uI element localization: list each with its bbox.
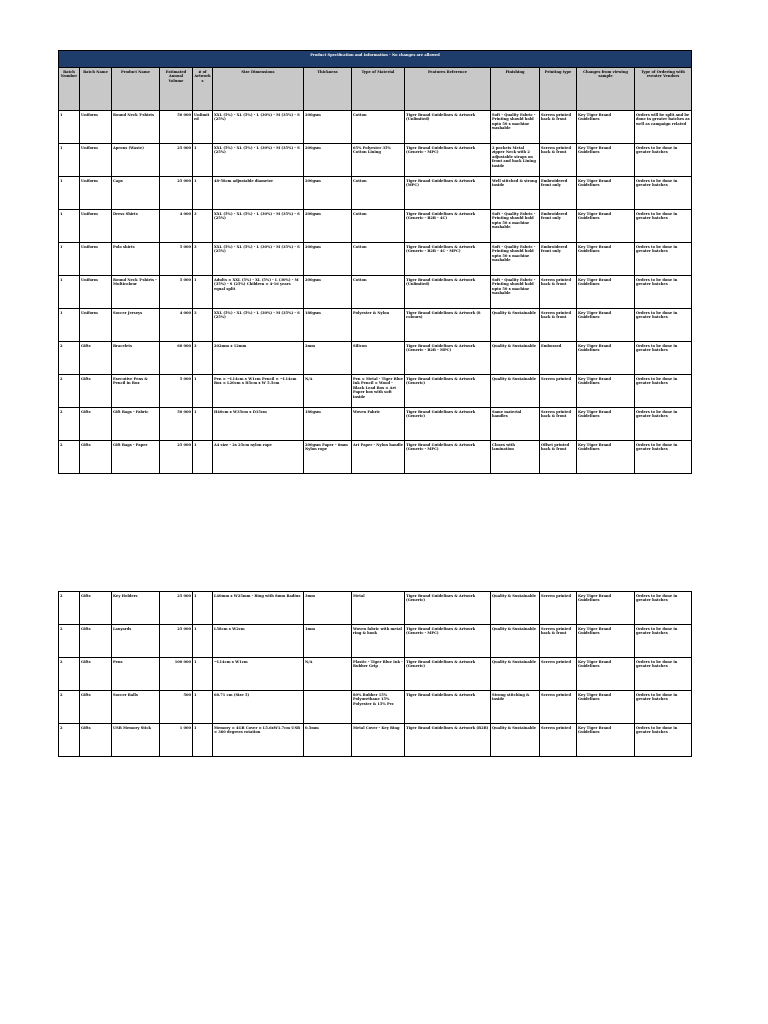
table-cell: Round Neck T-shirts (112, 111, 160, 144)
table-cell: Bracelets (112, 342, 160, 375)
table-cell: 2 (59, 342, 80, 375)
table-cell: 2 (59, 724, 80, 757)
table-cell: Tiger Brand Guidelines & Artwork (Generic - MPC) (405, 625, 491, 658)
table-cell: Orders to be done in greater batches (635, 441, 692, 474)
table-cell: Pen = ~L14cm x W1cm Pencil = ~L14cm Box = L20cm x H5cm x W 5.5cm (213, 375, 304, 408)
column-header: # of Artworks (193, 68, 213, 111)
table-cell: Tiger Brand Guidelines & Artwork (Generic) (405, 375, 491, 408)
table-cell: Gifts (80, 408, 112, 441)
table-cell: 65% Polyester 35% Cotton Lining (352, 144, 405, 177)
table-cell: Quality & Sustainable (491, 625, 540, 658)
table-cell: Tiger Brand Guidelines & Artwork (Generic - MPC) (405, 144, 491, 177)
product-spec-table (58, 50, 692, 474)
table-cell: Key Tiger Brand Guidelines (577, 111, 635, 144)
table-cell: Soccer Balls (112, 691, 160, 724)
table-cell: Tiger Brand Guidelines & Artwork (Generic - B2B - MPC) (405, 342, 491, 375)
table-cell: Orders to be done in greater batches (635, 309, 692, 342)
table-cell: Gift Bags - Fabric (112, 408, 160, 441)
table-cell: 1 (193, 441, 213, 474)
table-cell: Screen printed (540, 375, 577, 408)
table-row (59, 408, 692, 441)
table-cell: 1 (59, 276, 80, 309)
table-cell: 200gsm Paper - 6mm Nylon rope (304, 441, 352, 474)
table-cell: 1 (59, 144, 80, 177)
table-cell: 80% Rubber 15% Polyurethane 15% Polyester & 15% Pvc (352, 691, 405, 724)
table-cell: Key Tiger Brand Guidelines (577, 408, 635, 441)
table-cell: Orders to be done in greater batches (635, 592, 692, 625)
table-body-batch-1 (59, 111, 692, 474)
table-cell: Key Tiger Brand Guidelines (577, 691, 635, 724)
table-cell: Cotton (352, 111, 405, 144)
table-cell: Polo shirts (112, 243, 160, 276)
table-cell: Pen = Metal - Tiger Blue Ink Pencil = Wood - Black Lead Box = Art Paper box with soft inside (352, 375, 405, 408)
table-cell: Uniform (80, 111, 112, 144)
table-cell: Embroidered front only (540, 177, 577, 210)
table-cell: Orders to be done in greater batches (635, 210, 692, 243)
table-cell: Soft - Quality Fabric - Printing should hold upto 50 x machine washable (491, 111, 540, 144)
table-cell: Soft - Quality Fabric - Printing should hold upto 50 x machine washable (491, 276, 540, 309)
table-cell: Quality & Sustainable (491, 724, 540, 757)
table-cell: Caps (112, 177, 160, 210)
column-header: Estimated Annual Volume (160, 68, 193, 111)
table-cell: 2 (59, 408, 80, 441)
table-cell: Quality & Sustainable (491, 342, 540, 375)
table-cell: XXL (5%) - XL (5%) - L (30%) - M (35%) - S (25%) (213, 243, 304, 276)
table-cell: Dress Shirts (112, 210, 160, 243)
table-cell: Orders to be done in greater batches (635, 276, 692, 309)
table-cell: Key Tiger Brand Guidelines (577, 592, 635, 625)
table-cell: Screen printed (540, 658, 577, 691)
table-cell: A4 size - 2x 25cm nylon rope (213, 441, 304, 474)
table-cell: 180gsm (304, 408, 352, 441)
table-cell: Tiger Brand Guidelines & Artwork (8 colours) (405, 309, 491, 342)
table-cell: H40cm x W35cm x D15cm (213, 408, 304, 441)
table-cell: Woven fabric with metal ring & hook (352, 625, 405, 658)
table-cell: 60 000 (160, 342, 193, 375)
table-cell: Tiger Brand Guidelines & Artwork (B2B) (405, 724, 491, 757)
table-cell: Key Holders (112, 592, 160, 625)
table-cell: Silicon (352, 342, 405, 375)
table-cell: 5 000 (160, 276, 193, 309)
column-header: Finishing (491, 68, 540, 111)
table-cell: Tiger Brand Guidelines & Artwork (Generic - B2B - 4C) (405, 210, 491, 243)
table-cell: Key Tiger Brand Guidelines (577, 658, 635, 691)
table-cell: Orders to be done in greater batches (635, 625, 692, 658)
table-cell: 1 (193, 724, 213, 757)
table-cell: ~L14cm x W1cm (213, 658, 304, 691)
table-cell: Screen printed (540, 592, 577, 625)
table-cell: 1 (193, 592, 213, 625)
table-row (59, 658, 692, 691)
table-cell: Soft - Quality Fabric - Printing should hold upto 50 x machine washable (491, 243, 540, 276)
table-cell: 3 (193, 309, 213, 342)
table-cell (304, 691, 352, 724)
table-cell: 1 (193, 375, 213, 408)
table-cell: Uniform (80, 210, 112, 243)
table-cell: 1 000 (160, 724, 193, 757)
column-header: Features Reference (405, 68, 491, 111)
table-cell: 180gsm (304, 309, 352, 342)
table-cell: Screen printed back & front (540, 309, 577, 342)
column-header: Changes from viewing sample (577, 68, 635, 111)
table-cell: Tiger Brand Guidelines & Artwork (MPC) (405, 177, 491, 210)
table-cell: 25 000 (160, 144, 193, 177)
table-cell: 5 000 (160, 375, 193, 408)
table-cell: 1 (193, 691, 213, 724)
table-cell: Orders to be done in greater batches (635, 691, 692, 724)
product-spec-table-continued (58, 591, 692, 757)
table-cell: Lanyards (112, 625, 160, 658)
table-cell: 3mm (304, 592, 352, 625)
table-cell: 1 (193, 177, 213, 210)
table-cell: 1 (59, 177, 80, 210)
table-cell: Cotton (352, 276, 405, 309)
table-cell: XXL (5%) - XL (5%) - L (30%) - M (35%) - S (25%) (213, 144, 304, 177)
table-cell: Key Tiger Brand Guidelines (577, 342, 635, 375)
table-cell: Tiger Brand Guidelines & Artwork (Generic) (405, 592, 491, 625)
table-cell: Cotton (352, 243, 405, 276)
table-row (59, 111, 692, 144)
table-cell: Gifts (80, 342, 112, 375)
table-cell: 1 (193, 408, 213, 441)
table-cell: Screen printed (540, 724, 577, 757)
table-cell: Gifts (80, 592, 112, 625)
table-cell: Key Tiger Brand Guidelines (577, 144, 635, 177)
sheet-title: Product Specification and Information - No changes are allowed (59, 51, 692, 68)
table-cell: Embroidered front only (540, 210, 577, 243)
table-cell: Key Tiger Brand Guidelines (577, 625, 635, 658)
table-cell: Orders to be done in greater batches (635, 144, 692, 177)
table-row (59, 177, 692, 210)
table-cell: 1mm (304, 625, 352, 658)
column-header: Printing type (540, 68, 577, 111)
table-cell: 25 000 (160, 625, 193, 658)
table-cell: 1 (193, 658, 213, 691)
table-cell: Round Neck T-shirts - Multicolour (112, 276, 160, 309)
table-cell: Orders to be done in greater batches (635, 408, 692, 441)
table-cell: Embroidered front only (540, 243, 577, 276)
table-cell: XXL (5%) - XL (5%) - L (30%) - M (35%) - S (25%) (213, 111, 304, 144)
table-cell: Orders to be done in greater batches (635, 177, 692, 210)
table-cell: 200gsm (304, 111, 352, 144)
table-cell: Uniform (80, 243, 112, 276)
table-cell: Pens (112, 658, 160, 691)
table-cell: 200gsm (304, 177, 352, 210)
table-cell: XXL (5%) - XL (5%) - L (30%) - M (35%) - S (25%) (213, 210, 304, 243)
table-cell: 2 (59, 691, 80, 724)
column-header: Type of Ordering with eventer Vendors (635, 68, 692, 111)
table-cell: Tiger Brand Guidelines & Artwork (Generic - MPC) (405, 441, 491, 474)
table-cell: Key Tiger Brand Guidelines (577, 210, 635, 243)
table-cell: Offset printed back & front (540, 441, 577, 474)
table-cell: Key Tiger Brand Guidelines (577, 243, 635, 276)
table-cell: 25 000 (160, 177, 193, 210)
table-cell: 50 000 (160, 408, 193, 441)
table-cell: Key Tiger Brand Guidelines (577, 309, 635, 342)
column-header: Thickness (304, 68, 352, 111)
table-cell: Uniform (80, 276, 112, 309)
table-cell: Polyester & Nylon (352, 309, 405, 342)
table-cell: 4 000 (160, 210, 193, 243)
table-cell: Tiger Brand Guidelines & Artwork (Generic) (405, 408, 491, 441)
table-cell: Tiger Brand Guidelines & Artwork (Generic) (405, 658, 491, 691)
table-cell: 3 (193, 210, 213, 243)
table-cell: L40mm x W25mm - Ring with 8mm Radius (213, 592, 304, 625)
table-cell: Key Tiger Brand Guidelines (577, 441, 635, 474)
table-row (59, 276, 692, 309)
table-cell: Screen printed back & front (540, 276, 577, 309)
table-cell: Screen printed back & front (540, 111, 577, 144)
table-cell: Metal Cover - Key Ring (352, 724, 405, 757)
table-cell: Quality & Sustainable (491, 658, 540, 691)
table-cell: Uniform (80, 144, 112, 177)
table-cell: 500 (160, 691, 193, 724)
table-cell: Uniform (80, 309, 112, 342)
table-row (59, 309, 692, 342)
table-row (59, 592, 692, 625)
table-row (59, 342, 692, 375)
table-cell: 0.5mm (304, 724, 352, 757)
table-cell: N/A (304, 375, 352, 408)
table-cell: Orders to be done in greater batches (635, 658, 692, 691)
table-cell: Key Tiger Brand Guidelines (577, 276, 635, 309)
table-cell: Gifts (80, 658, 112, 691)
table-row (59, 375, 692, 408)
table-cell: Plastic - Tiger Blue Ink - Rubber Grip (352, 658, 405, 691)
table-cell: 1 (193, 276, 213, 309)
table-cell: Tiger Brand Guidelines & Artwork (Unlimited) (405, 111, 491, 144)
table-cell: 48-58cm adjustable diameter (213, 177, 304, 210)
table-cell: 3 (193, 342, 213, 375)
table-row (59, 144, 692, 177)
table-cell: Key Tiger Brand Guidelines (577, 177, 635, 210)
table-cell: 200gsm (304, 276, 352, 309)
table-cell: 68.71 cm (Size 5) (213, 691, 304, 724)
table-cell: Unlimited (193, 111, 213, 144)
table-cell: Uniform (80, 177, 112, 210)
table-cell: Screen printed back & front (540, 144, 577, 177)
table-cell: 200gsm (304, 144, 352, 177)
table-cell: Embossed (540, 342, 577, 375)
table-row (59, 691, 692, 724)
column-header: Batch Number (59, 68, 80, 111)
table-row (59, 210, 692, 243)
table-cell: Gifts (80, 375, 112, 408)
table-cell: Orders to be done in greater batches (635, 342, 692, 375)
table-cell: 1 (193, 144, 213, 177)
table-cell: 200gsm (304, 243, 352, 276)
table-cell: Same material handles (491, 408, 540, 441)
table-cell: Key Tiger Brand Guidelines (577, 375, 635, 408)
table-cell: 1 (59, 111, 80, 144)
table-cell: Tiger Brand Guidelines & Artwork (Generic - B2B - 4C - MPC) (405, 243, 491, 276)
table-cell: Quality & Sustainable (491, 592, 540, 625)
table-cell: Orders to be done in greater batches (635, 375, 692, 408)
table-cell: Gifts (80, 625, 112, 658)
table-cell: 2mm (304, 342, 352, 375)
table-cell: 1 (59, 309, 80, 342)
table-cell: Well stitched & strong inside (491, 177, 540, 210)
column-header: Batch Name (80, 68, 112, 111)
table-body-batch-2 (59, 592, 692, 757)
table-cell: Cotton (352, 177, 405, 210)
table-cell: 1 (59, 210, 80, 243)
table-cell: Closes with lamination (491, 441, 540, 474)
table-cell: Key Tiger Brand Guidelines (577, 724, 635, 757)
table-row (59, 724, 692, 757)
table-cell: Screen printed back & front (540, 408, 577, 441)
table-cell: Gifts (80, 691, 112, 724)
table-cell: 50 000 (160, 111, 193, 144)
table-cell: Gift Bags - Paper (112, 441, 160, 474)
table-row (59, 625, 692, 658)
column-header: Product Name (112, 68, 160, 111)
table-row (59, 441, 692, 474)
column-header-row (59, 68, 692, 111)
table-cell: Cotton (352, 210, 405, 243)
table-cell: 5 000 (160, 243, 193, 276)
table-cell: Quality & Sustainable (491, 309, 540, 342)
table-cell: 100 000 (160, 658, 193, 691)
table-cell: 2 (59, 625, 80, 658)
table-cell: Orders will be split and be done in greater batches as well as campaign related (635, 111, 692, 144)
table-cell: 2 (59, 658, 80, 691)
table-cell: Aprons (Waste) (112, 144, 160, 177)
table-cell: 2 pockets Metal zipper Neck with 2 adjustable straps on front and back Lining inside (491, 144, 540, 177)
table-cell: Tiger Brand Guidelines & Artwork (Unlimited) (405, 276, 491, 309)
table-cell: 200gsm (304, 210, 352, 243)
table-cell: Orders to be done in greater batches (635, 243, 692, 276)
table-cell: 2 (59, 441, 80, 474)
table-cell: Metal (352, 592, 405, 625)
table-cell: Screen printed (540, 691, 577, 724)
table-cell: N/A (304, 658, 352, 691)
table-cell: 4 000 (160, 309, 193, 342)
table-cell: Executive Pens & Pencil in Box (112, 375, 160, 408)
table-cell: Soft - Quality Fabric - Printing should hold upto 50 x machine washable (491, 210, 540, 243)
table-cell: 2 (59, 375, 80, 408)
column-header: Type of Material (352, 68, 405, 111)
table-cell: 2 (59, 592, 80, 625)
table-cell: 25 000 (160, 441, 193, 474)
table-cell: Woven Fabric (352, 408, 405, 441)
table-cell: Orders to be done in greater batches (635, 724, 692, 757)
table-row (59, 243, 692, 276)
table-cell: 1 (59, 243, 80, 276)
table-cell: Art Paper - Nylon handle (352, 441, 405, 474)
table-cell: 202mm x 12mm (213, 342, 304, 375)
table-cell: Tiger Brand Guidelines & Artwork (405, 691, 491, 724)
table-cell: Adults = XXL (5%) - XL (5%) - L (30%) - M (35%) - S (25%) Children = 4-16 years equal split (213, 276, 304, 309)
table-cell: 3 (193, 243, 213, 276)
table-cell: Memory = 4GB Cover = L5.6xW1.7cm USB = 360 degrees rotation (213, 724, 304, 757)
table-cell: L58cm x W2cm (213, 625, 304, 658)
table-cell: Gifts (80, 724, 112, 757)
table-cell: Soccer Jerseys (112, 309, 160, 342)
table-cell: 1 (193, 625, 213, 658)
table-cell: 25 000 (160, 592, 193, 625)
table-cell: Screen printed back & front (540, 625, 577, 658)
table-cell: Strong stitching & inside (491, 691, 540, 724)
table-cell: Gifts (80, 441, 112, 474)
table-cell: Quality & Sustainable (491, 375, 540, 408)
column-header: Size Dimensions (213, 68, 304, 111)
table-cell: USB Memory Stick (112, 724, 160, 757)
table-cell: XXL (5%) - XL (5%) - L (30%) - M (35%) - S (25%) (213, 309, 304, 342)
